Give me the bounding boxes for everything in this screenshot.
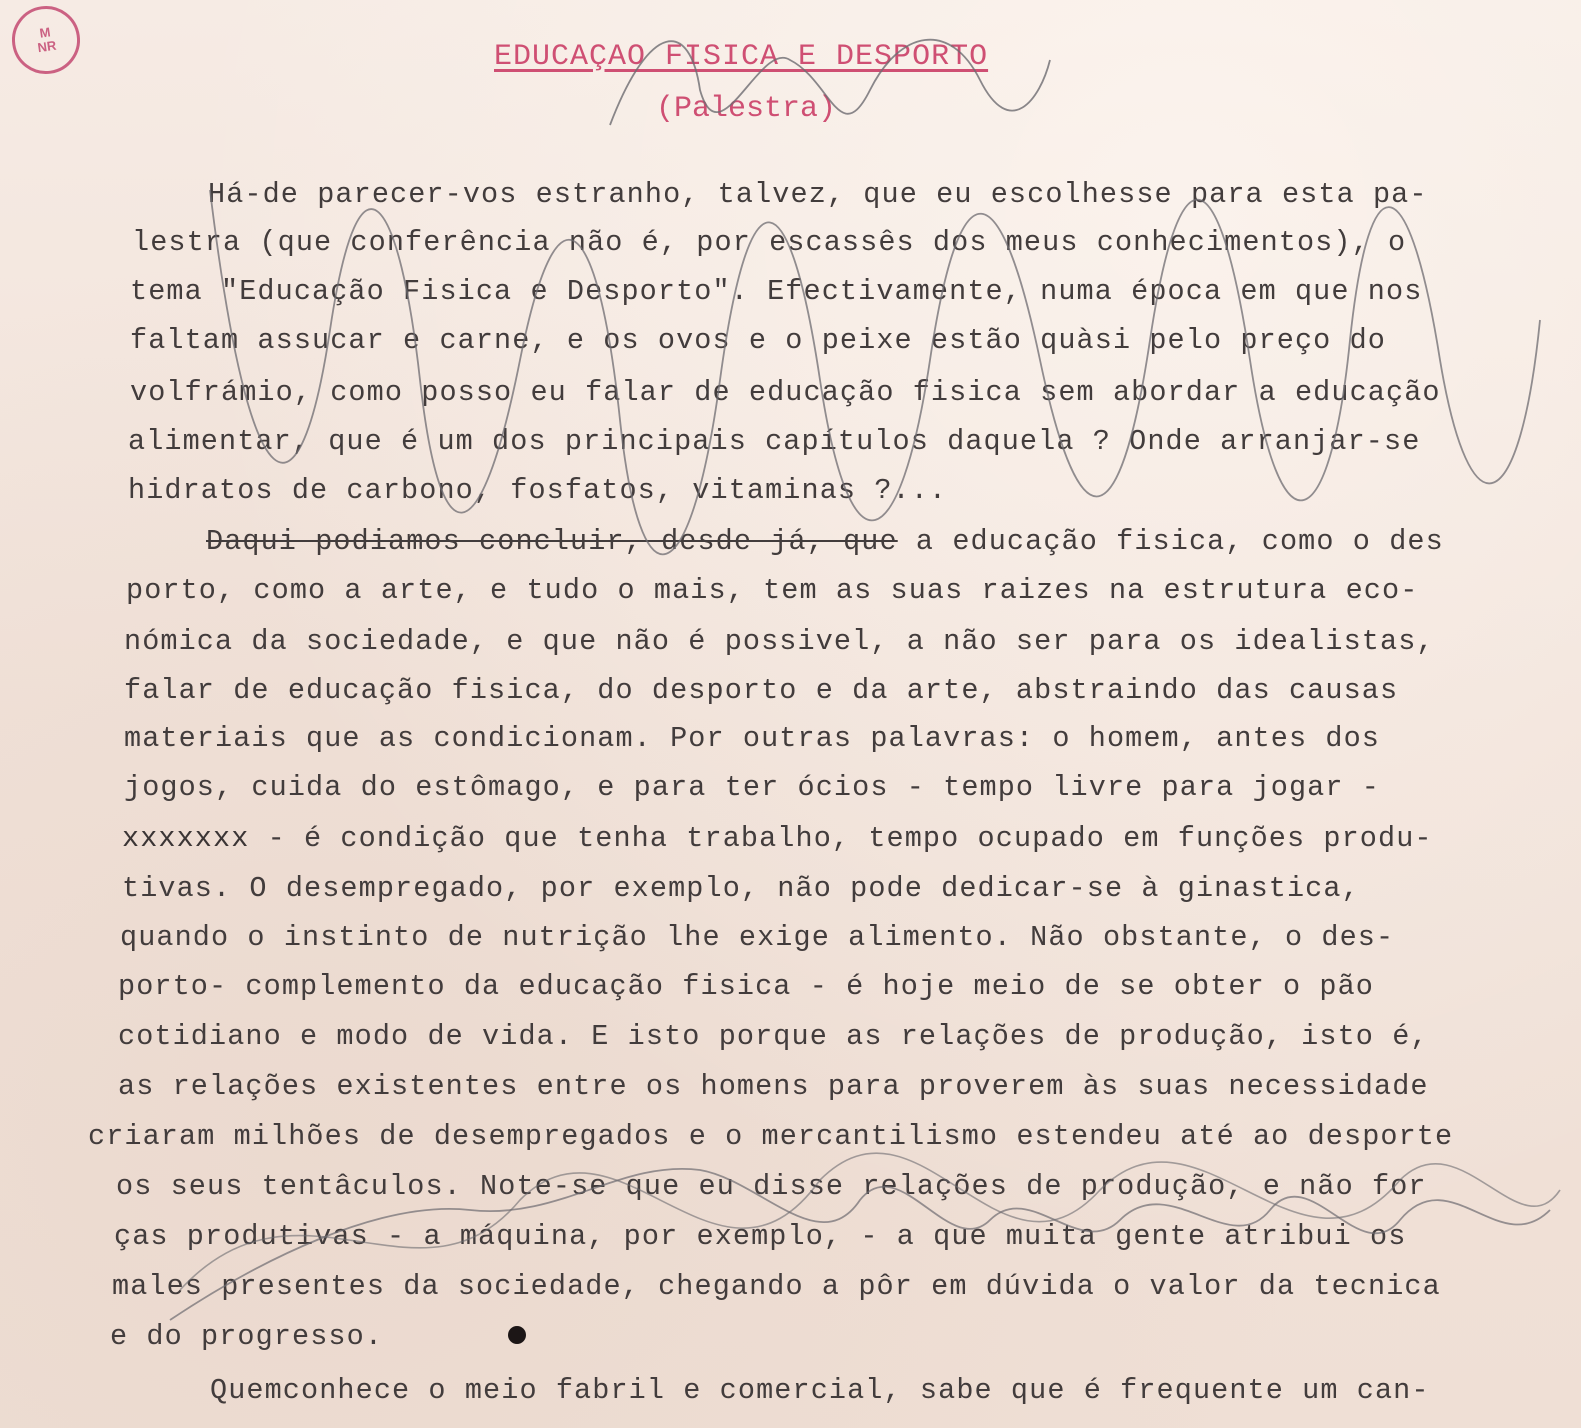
p2-line-8: tivas. O desempregado, por exemplo, não pode dedicar-se à ginastica, [122,872,1360,905]
p2-line-2: porto, como a arte, e tudo o mais, tem as suas raizes na estrutura eco- [126,574,1419,607]
p2-line-1 [206,525,1444,558]
p2-line-14: os seus tentâculos. Note-se que eu disse relações de produção, e não for [116,1170,1427,1203]
p2-line-15: ças produtivas - a máquina, por exemplo, - a que muita gente atribui os [114,1220,1407,1253]
p2-line-7 [122,822,1433,855]
p1-line-4: faltam assucar e carne, e os ovos e o peixe estão quàsi pelo preço do [130,324,1386,357]
p1-line-3: tema "Educação Fisica e Desporto". Efectivamente, numa época em que nos [130,275,1423,308]
struck-word: xxxxxxx [122,822,250,855]
p1-line-6: alimentar, que é um dos principais capítulos daquela ? Onde arranjar-se [128,425,1421,458]
p2-line-4: falar de educação fisica, do desporto e da arte, abstraindo das causas [124,674,1399,707]
document-title: EDUCAÇAO FISICA E DESPORTO [494,40,989,74]
p2-line-1-rest: a educação fisica, como o des [897,525,1444,558]
p1-line-2: lestra (que conferência não é, por escassês dos meus conhecimentos), o [132,226,1407,259]
p1-line-1: Há-de parecer-vos estranho, talvez, que eu escolhesse para esta pa- [208,178,1428,211]
document-subtitle: (Palestra) [656,92,837,126]
p2-line-17: e do progresso. [110,1320,384,1353]
p2-line-7-rest: - é condição que tenha trabalho, tempo ocupado em funções produ- [249,822,1433,855]
p2-line-16: males presentes da sociedade, chegando a pôr em dúvida o valor da tecnica [112,1270,1441,1303]
p2-line-13: criaram milhões de desempregados e o mercantilismo estendeu até ao desporte [88,1120,1454,1153]
p2-line-10: porto- complemento da educação fisica - é hoje meio de se obter o pão [118,970,1374,1003]
p2-line-5: materiais que as condicionam. Por outras palavras: o homem, antes dos [124,722,1380,755]
p2-line-3: nómica da sociedade, e que não é possivel, a não ser para os idealistas, [124,625,1435,658]
archive-stamp [8,2,85,79]
struck-phrase: Daqui podiamos concluir, desde já, que [206,525,898,558]
p2-line-6: jogos, cuida do estômago, e para ter ócios - tempo livre para jogar - [124,771,1380,804]
stamp-line-2: NR [36,37,58,56]
ink-blot [508,1326,526,1344]
stamp-line-1: M [38,24,52,41]
p1-line-5: volfrámio, como posso eu falar de educação fisica sem abordar a educação [130,376,1441,409]
p2-line-12: as relações existentes entre os homens para proverem às suas necessidade [118,1070,1429,1103]
p3-line-1: Quemconhece o meio fabril e comercial, sabe que é frequente um can- [210,1374,1430,1407]
p2-line-9: quando o instinto de nutrição lhe exige alimento. Não obstante, o des- [120,921,1395,954]
p2-line-11: cotidiano e modo de vida. E isto porque as relações de produção, isto é, [118,1020,1429,1053]
p1-line-7: hidratos de carbono, fosfatos, vitaminas ?... [128,474,948,507]
